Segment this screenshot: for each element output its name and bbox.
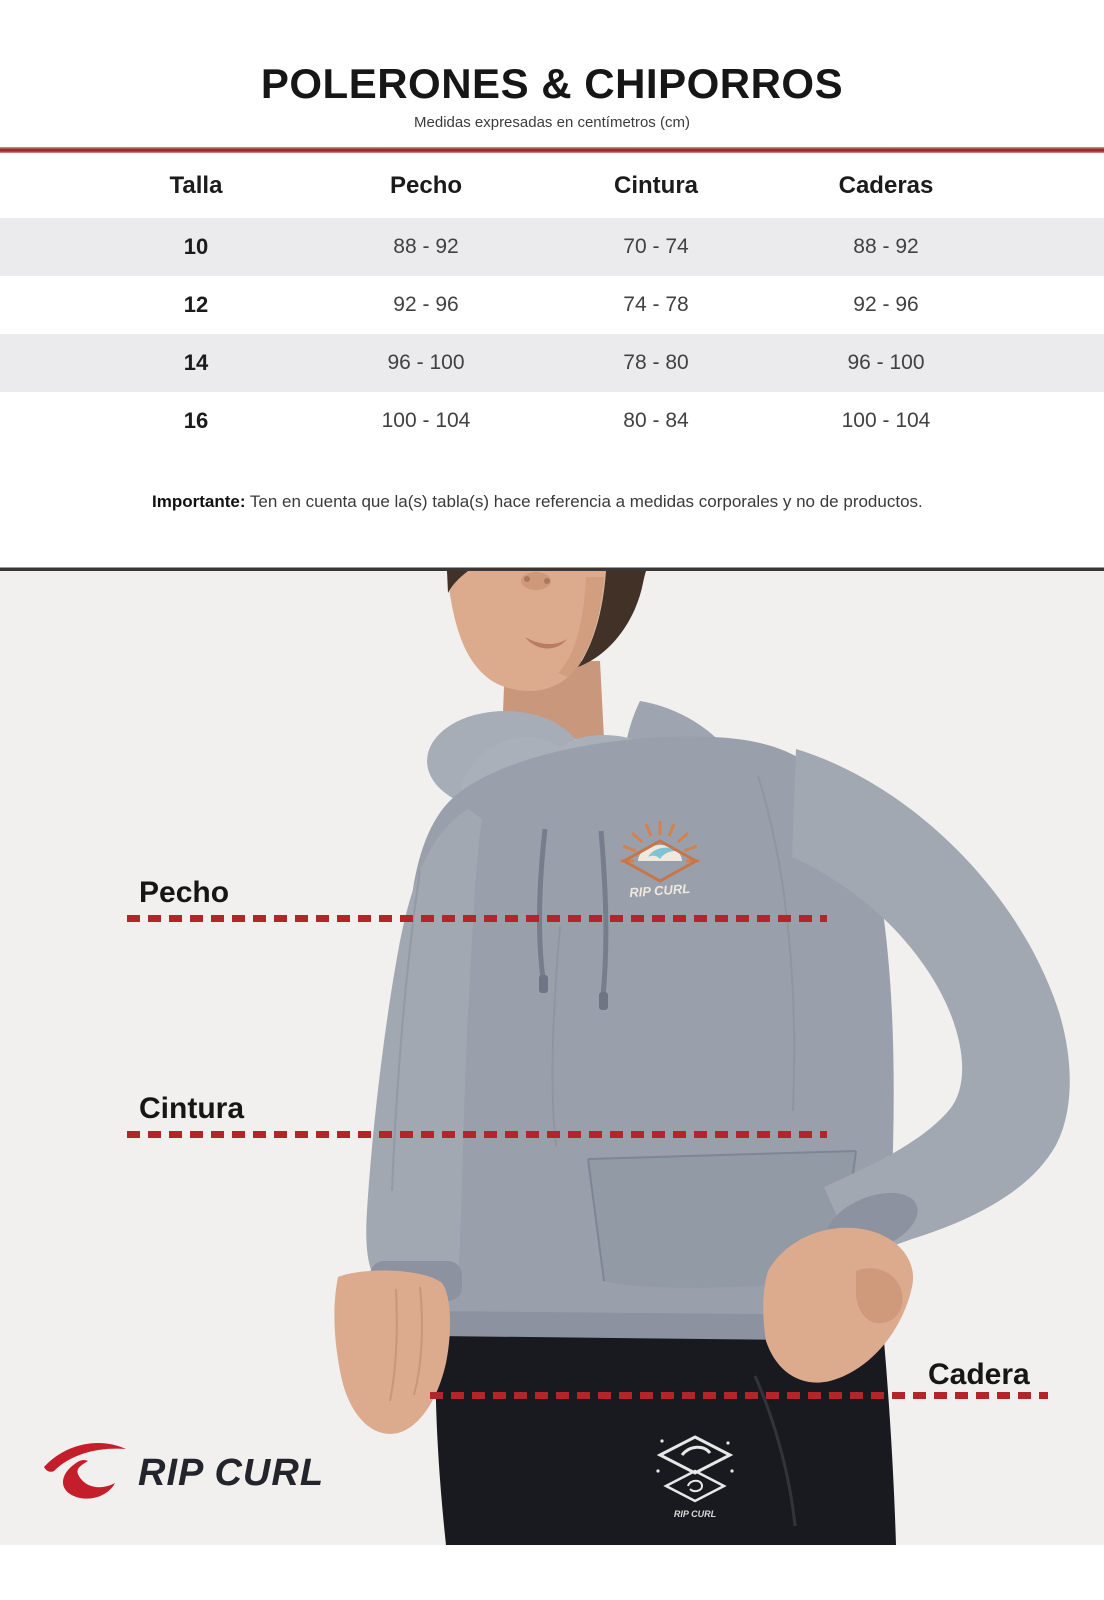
- size-value: 12: [183, 292, 209, 317]
- important-note: [152, 492, 952, 512]
- hip-range: 88 - 92: [853, 235, 919, 258]
- rip-curl-wave-icon: [40, 1437, 128, 1499]
- waist-range: 74 - 78: [623, 293, 689, 316]
- size-value: 10: [183, 234, 209, 259]
- table-header-row: [0, 153, 1104, 218]
- shorts-logo-text: RIP CURL: [673, 1509, 717, 1519]
- table-row: [0, 392, 1104, 450]
- waist-range: 80 - 84: [623, 409, 689, 432]
- chest-label: Pecho: [139, 876, 230, 909]
- size-value: 16: [183, 408, 209, 433]
- brand-logo: [40, 1437, 324, 1499]
- chest-range: 100 - 104: [381, 409, 471, 432]
- column-header-caderas: Caderas: [838, 171, 934, 199]
- note-label: Importante:: [152, 492, 246, 511]
- table-row: [0, 218, 1104, 276]
- column-header-cintura: Cintura: [614, 171, 698, 199]
- chest-dashed-line: [127, 915, 827, 922]
- waist-dashed-line: [127, 1131, 827, 1138]
- chest-range: 88 - 92: [393, 235, 459, 258]
- hip-range: 92 - 96: [853, 293, 919, 316]
- size-value: 14: [183, 350, 209, 375]
- waist-range: 78 - 80: [623, 351, 689, 374]
- hip-dashed-line: [430, 1392, 1048, 1399]
- chest-range: 92 - 96: [393, 293, 459, 316]
- brand-name: RIP CURL: [138, 1452, 325, 1494]
- waist-label: Cintura: [139, 1092, 244, 1125]
- table-row: [0, 334, 1104, 392]
- hip-range: 96 - 100: [847, 351, 925, 374]
- table-row: [0, 276, 1104, 334]
- column-header-pecho: Pecho: [389, 171, 463, 199]
- chest-range: 96 - 100: [387, 351, 465, 374]
- hip-range: 100 - 104: [841, 409, 931, 432]
- note-text: Ten en cuenta que la(s) tabla(s) hace referencia a medidas corporales y no de productos.: [245, 492, 923, 511]
- waist-range: 70 - 74: [623, 235, 689, 258]
- page-subtitle: Medidas expresadas en centímetros (cm): [414, 114, 690, 131]
- size-table: [0, 153, 1104, 450]
- chest-logo-text: RIP CURL: [628, 880, 691, 901]
- hip-label: Cadera: [928, 1358, 1030, 1391]
- column-header-talla: Talla: [169, 171, 223, 199]
- page-title: POLERONES & CHIPORROS: [260, 60, 844, 107]
